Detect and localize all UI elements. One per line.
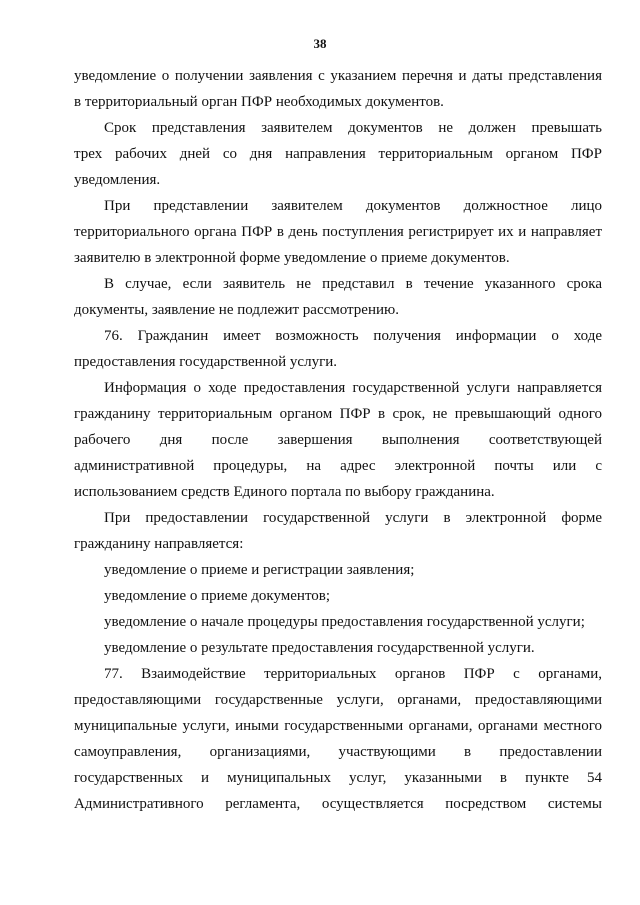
text-line: Административного регламента, осуществляется посредством системы xyxy=(74,796,602,812)
text-line: территориального органа ПФР в день поступления регистрирует их и направляет xyxy=(74,224,602,240)
text-line: При предоставлении государственной услуги в электронной форме xyxy=(104,510,602,526)
text-line: уведомления. xyxy=(74,172,161,188)
text-line: Информация о ходе предоставления государственной услуги направляется xyxy=(104,380,602,396)
text-line: документы, заявление не подлежит рассмотрению. xyxy=(74,302,399,318)
text-line: уведомление о приеме и регистрации заявления; xyxy=(104,562,415,578)
document-body xyxy=(74,63,602,817)
text-line: самоуправления, организациями, участвующими в предоставлении xyxy=(74,744,602,760)
text-line: уведомление о начале процедуры предоставления государственной услуги; xyxy=(104,614,585,630)
text-line: административной процедуры, на адрес электронной почты или с xyxy=(74,458,602,474)
text-line: заявителю в электронной форме уведомление о приеме документов. xyxy=(74,250,510,266)
text-line: муниципальные услуги, иными государственными органами, органами местного xyxy=(74,718,602,734)
text-line: трех рабочих дней со дня направления территориальным органом ПФР xyxy=(74,146,602,162)
text-line: 76. Гражданин имеет возможность получения информации о ходе xyxy=(104,328,602,344)
text-line: рабочего дня после завершения выполнения соответствующей xyxy=(74,432,602,448)
text-line: в территориальный орган ПФР необходимых документов. xyxy=(74,94,444,110)
text-line: уведомление о результате предоставления государственной услуги. xyxy=(104,640,535,656)
text-line: гражданину направляется: xyxy=(74,536,244,552)
text-line: В случае, если заявитель не представил в течение указанного срока xyxy=(104,276,602,292)
text-line: уведомление о приеме документов; xyxy=(104,588,331,604)
text-line: предоставляющими государственные услуги, органами, предоставляющими xyxy=(74,692,602,708)
text-line: предоставления государственной услуги. xyxy=(74,354,338,370)
text-line: Срок представления заявителем документов не должен превышать xyxy=(104,120,602,136)
page-number: 38 xyxy=(313,36,327,51)
text-line: государственных и муниципальных услуг, указанными в пункте 54 xyxy=(74,770,602,786)
text-line: При представлении заявителем документов должностное лицо xyxy=(104,198,602,214)
text-line: уведомление о получении заявления с указанием перечня и даты представления xyxy=(74,68,602,84)
text-line: использованием средств Единого портала по выбору гражданина. xyxy=(74,484,495,500)
text-line: 77. Взаимодействие территориальных органов ПФР с органами, xyxy=(104,666,602,682)
text-line: гражданину территориальным органом ПФР в срок, не превышающий одного xyxy=(74,406,602,422)
